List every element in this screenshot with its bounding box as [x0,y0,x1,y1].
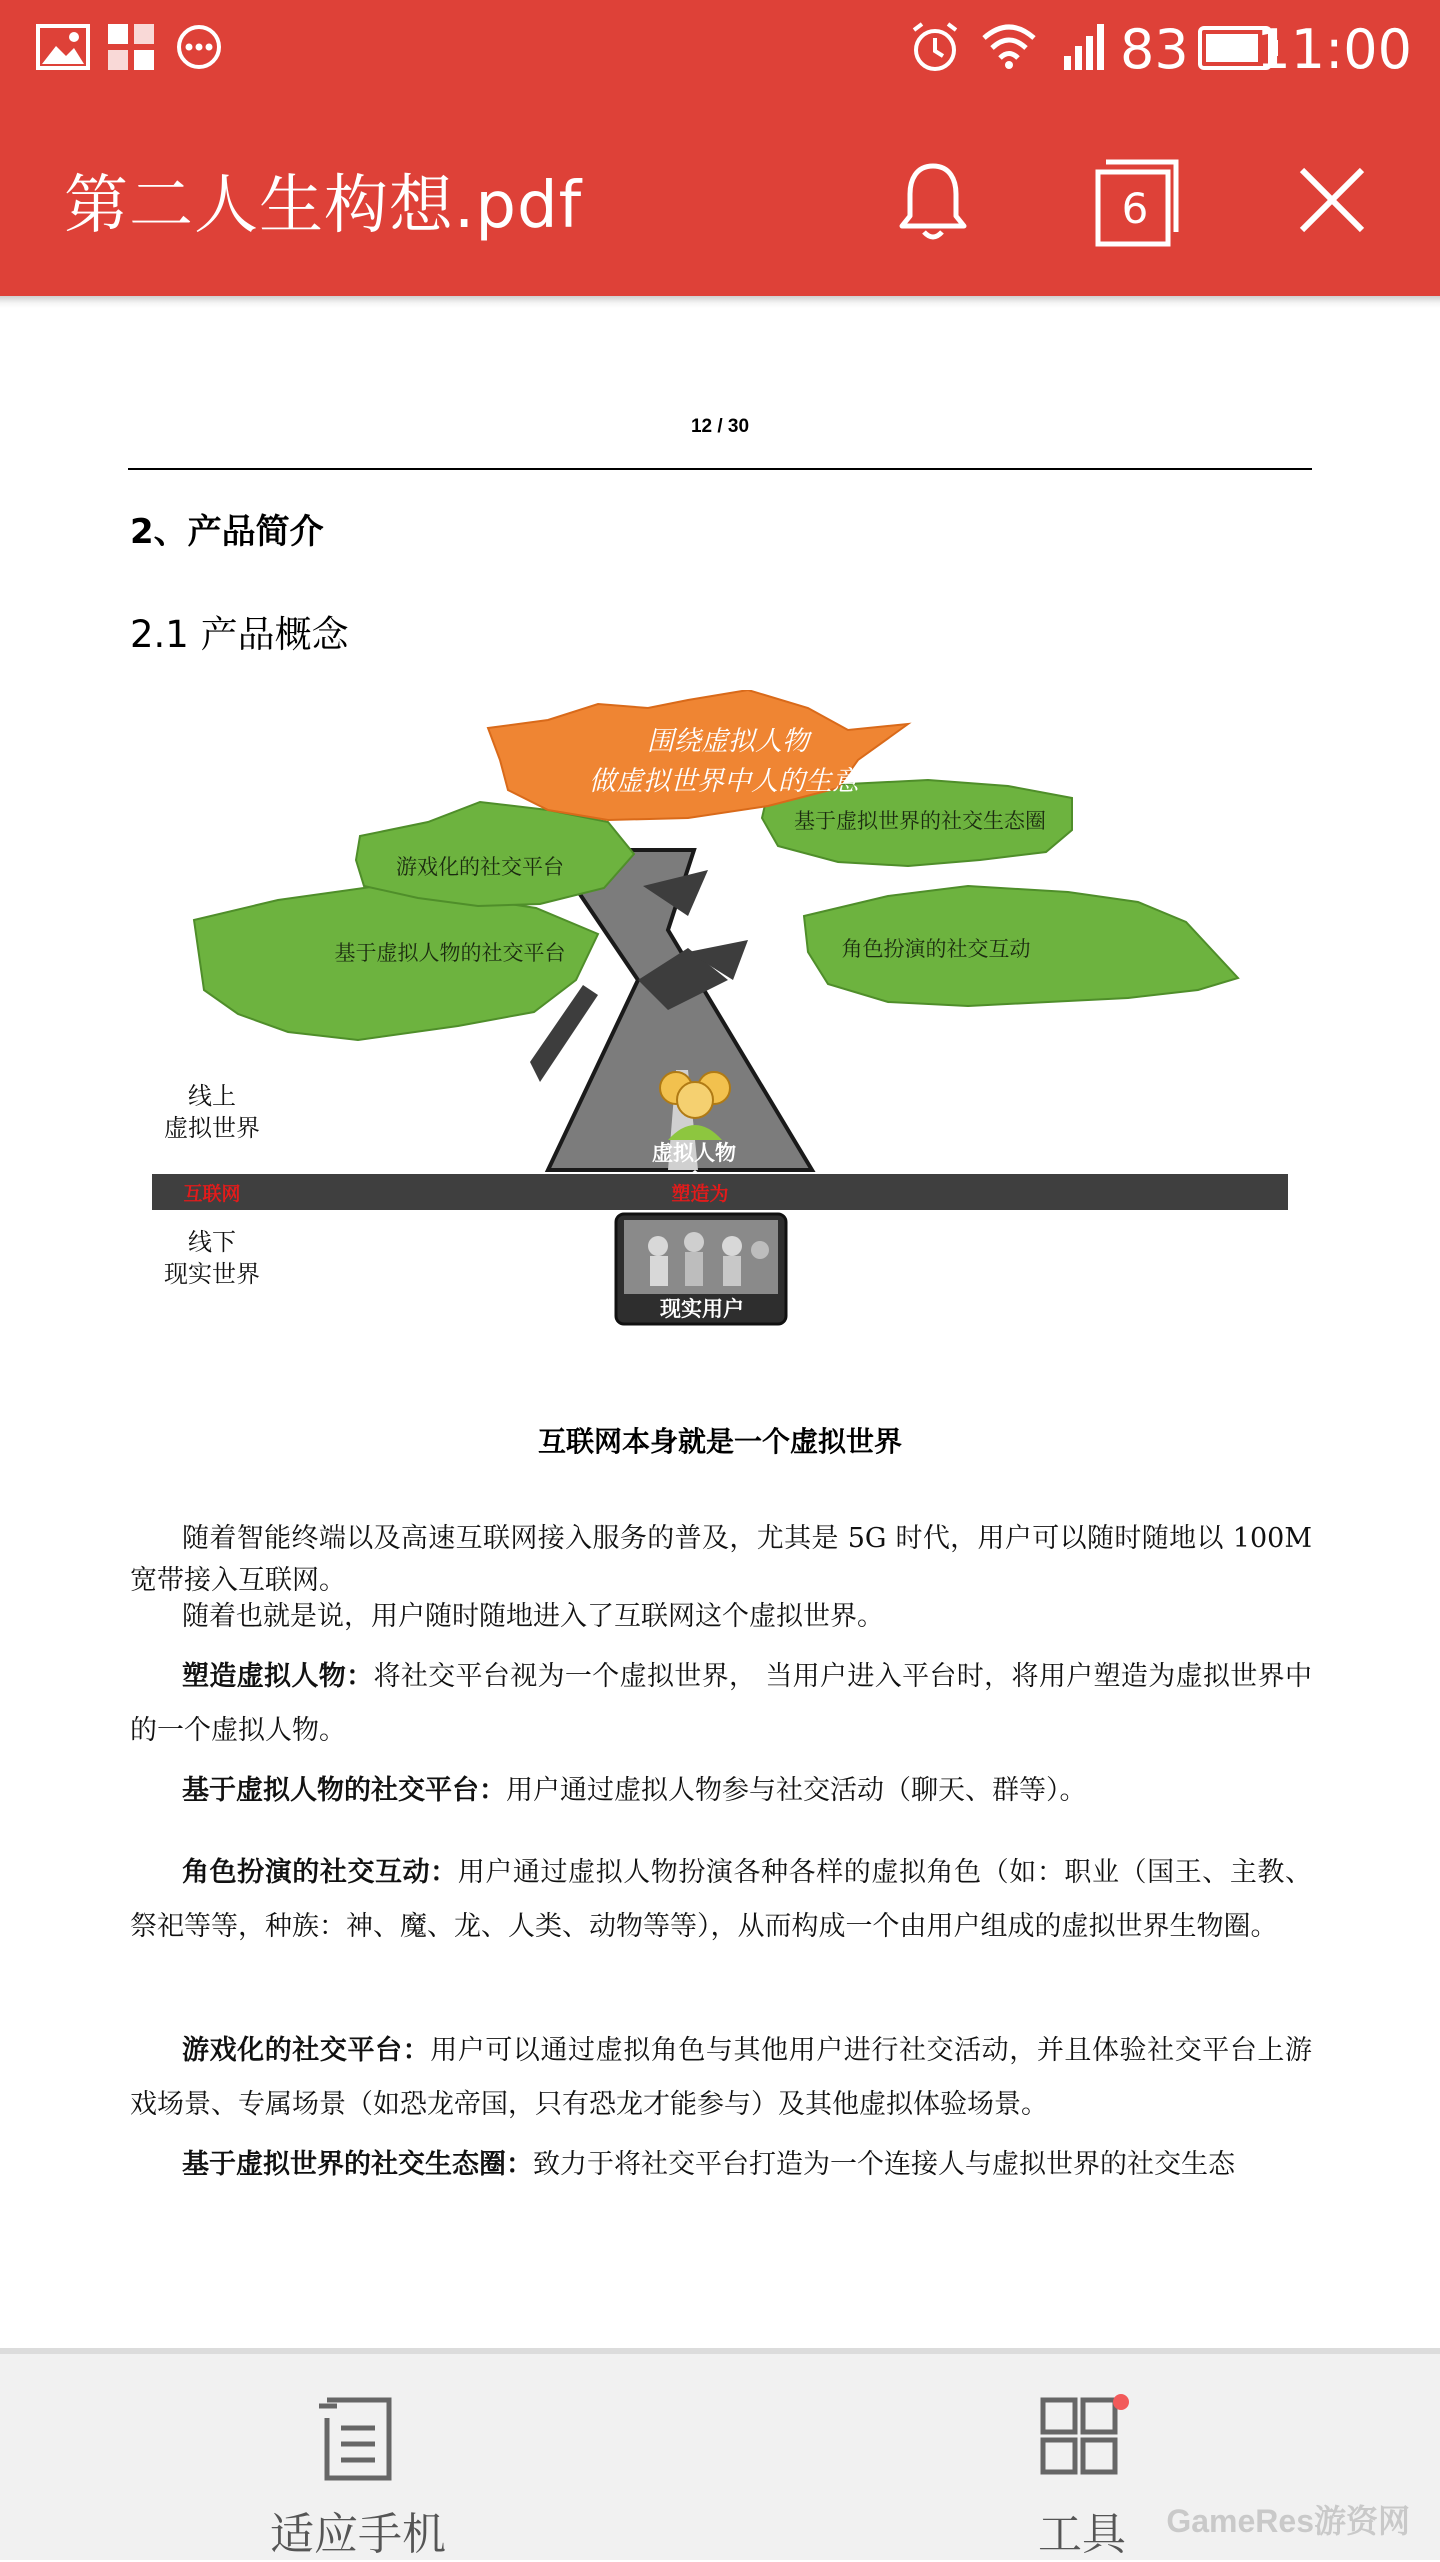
para-4-text: 用户通过虚拟人物参与社交活动（聊天、群等）。 [506,1775,1087,1806]
image-icon [36,24,90,70]
signal-icon [1062,22,1110,72]
term-shape-character: 塑造虚拟人物： [182,1661,374,1692]
branch-roleplay-label: 角色扮演的社交互动 [841,937,1031,961]
tab-switcher-button[interactable] [1092,158,1182,248]
shape-into-label: 塑造为 [671,1183,729,1205]
clock: 11:00 [1256,18,1412,81]
header-rule [128,468,1312,470]
para-6-text: 用户可以通过虚拟角色与其他用户进行社交活动，并且体验社交平台上游戏场景、专属场景（如恐龙帝国，只有恐龙才能参与）及其他虚拟体验场景。 [130,2035,1313,2120]
wifi-icon [980,22,1038,70]
paragraph-1: 随着智能终端以及高速互联网接入服务的普及，尤其是 5G 时代，用户可以随时随地以 100M 宽带接入互联网。 [130,1523,1312,1596]
internet-bar-label: 互联网 [183,1183,241,1205]
paragraph-4 [130,1770,1312,1812]
branch-virtual-char-label: 基于虚拟人物的社交平台 [334,941,566,965]
more-icon [176,24,222,70]
subsection-heading: 2.1 产品概念 [130,613,349,656]
offline-label-2: 现实世界 [164,1260,260,1288]
paragraph-2: 随着也就是说，用户随时随地进入了互联网这个虚拟世界。 [182,1601,884,1632]
term-roleplay: 角色扮演的社交互动： [182,1857,458,1888]
figure-caption: 互联网本身就是一个虚拟世界 [537,1425,902,1458]
online-label-1: 线上 [188,1082,236,1110]
document-icon [313,2394,403,2484]
branch-ecosystem-label: 基于虚拟世界的社交生态圈 [794,809,1046,833]
offline-label-1: 线下 [188,1228,236,1256]
app-toolbar [0,100,1440,296]
paragraph-7 [130,2144,1312,2186]
tools-grid-icon [1037,2394,1137,2484]
concept-tree-figure [128,690,1312,1330]
para-3-text: 将社交平台视为一个虚拟世界， 当用户进入平台时，将用户塑造为虚拟世界中的一个虚拟人物。 [130,1661,1312,1746]
branch-gamified-label: 游戏化的社交平台 [396,855,564,879]
term-gamified: 游戏化的社交平台： [182,2035,431,2066]
real-user-label: 现实用户 [660,1297,744,1321]
tab-count: 6 [1121,184,1149,233]
bottom-toolbar [0,2348,1440,2560]
paragraph-6 [130,2024,1312,2132]
battery-level: 83 [1120,18,1189,81]
page-indicator: 12 / 30 [690,416,750,437]
para-7-text: 致力于将社交平台打造为一个连接人与虚拟世界的社交生态 [533,2149,1235,2180]
term-virtual-char-platform: 基于虚拟人物的社交平台： [182,1775,506,1806]
fit-phone-label: 适应手机 [270,2509,446,2560]
section-heading: 2、产品简介 [130,512,324,552]
paragraph-3 [130,1650,1312,1758]
close-icon[interactable] [1296,164,1368,236]
crown-line-1: 围绕虚拟人物 [647,726,809,757]
para-5-text: 用户通过虚拟人物扮演各种各样的虚拟角色（如：职业（国王、主教、祭祀等等，种族：神、魔、龙、人类、动物等等），从而构成一个由用户组成的虚拟世界生物圈。 [130,1857,1312,1942]
online-label-2: 虚拟世界 [164,1114,260,1142]
status-bar [0,0,1440,100]
paragraph-5 [130,1846,1312,1954]
term-ecosystem: 基于虚拟世界的社交生态圈： [182,2149,533,2180]
bell-icon[interactable] [896,160,970,244]
alarm-icon [908,20,962,74]
apps-icon [108,24,154,70]
trunk-label: 虚拟人物 [652,1141,736,1165]
document-title: 第二人生构想.pdf [64,169,583,243]
tools-label: 工具 [1038,2509,1126,2560]
crown-line-2: 做虚拟世界中人的生意 [589,766,859,797]
watermark: GameRes游资网 [1166,2503,1410,2539]
toolbar-shadow [0,296,1440,308]
